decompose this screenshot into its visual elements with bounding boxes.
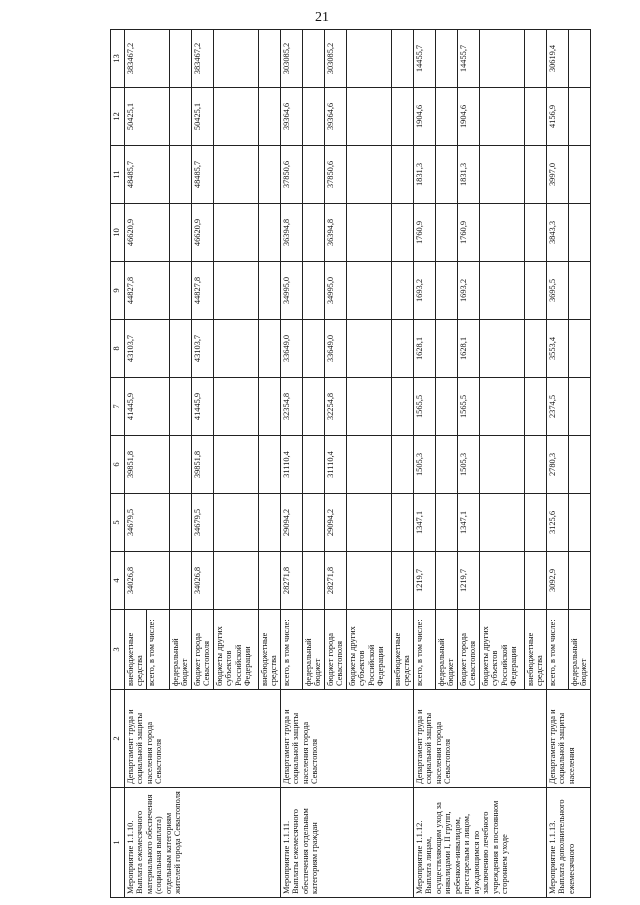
source-cell [347,610,392,690]
value-cell-col-13 [480,30,525,88]
source-label: федеральный бюджет [437,638,456,686]
value-cell-col-13 [170,30,192,88]
value-cell-col-7 [480,378,525,436]
value-cell-col-11 [347,146,392,204]
value-cell-col-12 [525,88,547,146]
value-cell-col-8: 1628,1 [414,320,436,378]
value-cell-col-6: 39851,8 [192,436,214,494]
value-cell-col-7 [214,378,259,436]
value-cell-col-7 [303,378,325,436]
value-cell-col-4: 28271,8 [281,552,303,610]
value-cell-col-9 [170,262,192,320]
value-cell-col-12: 4156,9 [547,88,569,146]
value-cell-col-5 [170,494,192,552]
value-cell-col-11: 48485,7 [192,146,214,204]
value-cell-col-5: 34679,5 [125,494,170,552]
value-cell-col-7 [170,378,192,436]
value-cell-col-13: 303085,2 [325,30,347,88]
value-cell-col-10 [303,204,325,262]
value-cell-col-7: 1565,5 [458,378,480,436]
value-cell-col-4 [303,552,325,610]
value-cell-col-9 [214,262,259,320]
value-cell-col-9: 44827,8 [125,262,170,320]
value-cell-col-10 [214,204,259,262]
executor-cell: Департамент труда и социальной защиты населения города Севастополя [414,690,547,788]
value-cell-col-11: 3997,0 [547,146,569,204]
value-cell-col-9 [347,262,392,320]
value-cell-col-9: 3695,5 [547,262,569,320]
source-label: бюджет города Севастополя [193,632,212,686]
header-cell-8: 8 [111,320,125,378]
value-cell-col-11 [569,146,591,204]
value-cell-col-6: 39851,8 [125,436,170,494]
value-cell-col-10 [480,204,525,262]
value-cell-col-4 [480,552,525,610]
value-cell-col-10 [170,204,192,262]
value-cell-col-11: 37850,6 [325,146,347,204]
value-cell-col-6 [525,436,547,494]
value-cell-col-9: 34995,0 [281,262,303,320]
value-cell-col-7 [347,378,392,436]
value-cell-col-5 [392,494,414,552]
source-label: внебюджетные средства [260,632,279,686]
value-cell-col-8 [569,320,591,378]
value-cell-col-11 [525,146,547,204]
value-cell-col-8: 1628,1 [458,320,480,378]
value-cell-col-11 [259,146,281,204]
value-cell-col-13 [525,30,547,88]
value-cell-col-13 [436,30,458,88]
value-cell-col-4 [214,552,259,610]
value-cell-col-13 [347,30,392,88]
value-cell-col-9: 1693,2 [458,262,480,320]
header-cell-2: 2 [111,690,125,788]
source-cell [125,610,170,690]
header-cell-3: 3 [111,610,125,690]
value-cell-col-5: 1347,1 [414,494,436,552]
value-cell-col-11: 48485,7 [125,146,170,204]
header-cell-12: 12 [111,88,125,146]
value-cell-col-4 [347,552,392,610]
value-cell-col-12: 39364,6 [325,88,347,146]
value-cell-col-10: 46620,9 [125,204,170,262]
value-cell-col-12: 39364,6 [281,88,303,146]
header-cell-1: 1 [111,788,125,898]
source-cell [414,610,436,690]
source-cell [547,610,569,690]
source-label: всего, в том числе: [282,619,291,686]
header-cell-13: 13 [111,30,125,88]
executor-cell: Департамент труда и социальной защиты населения города Севастополя [281,690,414,788]
source-cell [480,610,525,690]
value-cell-col-6 [259,436,281,494]
value-cell-col-12 [436,88,458,146]
value-cell-col-9 [569,262,591,320]
value-cell-col-6: 31110,4 [325,436,347,494]
value-cell-col-4: 1219,7 [458,552,480,610]
value-cell-col-6 [214,436,259,494]
lead-source-label: внебюджетные средства [126,632,145,686]
value-cell-col-9: 44827,8 [192,262,214,320]
budget-table [110,29,591,898]
value-cell-col-9: 34995,0 [325,262,347,320]
source-label: бюджеты других субъектов Российской Федерации [348,626,386,686]
value-cell-col-8 [480,320,525,378]
value-cell-col-7 [392,378,414,436]
measure-cell: Мероприятие 1.1.10. Выплата ежемесячного материального обеспечения (социальная выплата) отдельным категориям жителей города Севастополя [125,788,281,898]
value-cell-col-12 [392,88,414,146]
source-label: бюджеты других субъектов Российской Федерации [481,626,519,686]
value-cell-col-5 [525,494,547,552]
value-cell-col-12: 1904,6 [414,88,436,146]
value-cell-col-5 [480,494,525,552]
value-cell-col-9 [480,262,525,320]
value-cell-col-4 [170,552,192,610]
value-cell-col-7 [436,378,458,436]
table-row [281,30,303,898]
header-cell-5: 5 [111,494,125,552]
value-cell-col-9 [259,262,281,320]
value-cell-col-13 [392,30,414,88]
value-cell-col-7: 41445,9 [192,378,214,436]
value-cell-col-5 [569,494,591,552]
value-cell-col-10: 1760,9 [458,204,480,262]
value-cell-col-8 [170,320,192,378]
value-cell-col-5: 1347,1 [458,494,480,552]
value-cell-col-5: 34679,5 [192,494,214,552]
page-number: 21 [315,10,329,25]
value-cell-col-10: 1760,9 [414,204,436,262]
value-cell-col-10: 36394,8 [281,204,303,262]
source-label: всего, в том числе: [548,619,557,686]
source-cell [170,610,192,690]
value-cell-col-5: 3125,6 [547,494,569,552]
value-cell-col-12 [303,88,325,146]
value-cell-col-10 [259,204,281,262]
value-cell-col-8 [303,320,325,378]
value-cell-col-4 [259,552,281,610]
source-label: внебюджетные средства [526,632,545,686]
value-cell-col-4: 34026,8 [192,552,214,610]
value-cell-col-8: 43103,7 [192,320,214,378]
value-cell-col-12 [214,88,259,146]
value-cell-col-4: 34026,8 [125,552,170,610]
value-cell-col-5 [347,494,392,552]
value-cell-col-5 [214,494,259,552]
value-cell-col-5: 29094,2 [281,494,303,552]
value-cell-col-7: 32254,8 [325,378,347,436]
value-cell-col-12: 1904,6 [458,88,480,146]
value-cell-col-4 [525,552,547,610]
table-row [414,30,436,898]
value-cell-col-11 [392,146,414,204]
value-cell-col-13 [214,30,259,88]
source-label: федеральный бюджет [171,638,190,686]
value-cell-col-4: 1219,7 [414,552,436,610]
value-cell-col-10 [436,204,458,262]
source-label: бюджет города Севастополя [459,632,478,686]
source-label: бюджет города Севастополя [326,632,345,686]
value-cell-col-6 [480,436,525,494]
value-cell-col-5 [303,494,325,552]
source-cell [281,610,303,690]
header-cell-6: 6 [111,436,125,494]
value-cell-col-11: 1831,3 [414,146,436,204]
value-cell-col-10: 36394,8 [325,204,347,262]
value-cell-col-7 [259,378,281,436]
value-cell-col-11 [170,146,192,204]
table-row [125,30,170,898]
value-cell-col-6: 2780,3 [547,436,569,494]
source-label: федеральный бюджет [304,638,323,686]
measure-cell: Мероприятие 1.1.13. Выплата дополнительного ежемесячного [547,788,591,898]
header-cell-9: 9 [111,262,125,320]
value-cell-col-9 [392,262,414,320]
value-cell-col-10 [569,204,591,262]
value-cell-col-6 [303,436,325,494]
value-cell-col-10: 46620,9 [192,204,214,262]
value-cell-col-7 [525,378,547,436]
source-label: всего, в том числе: [146,610,156,689]
value-cell-col-8 [436,320,458,378]
value-cell-col-10: 3843,3 [547,204,569,262]
value-cell-col-7 [569,378,591,436]
source-label: внебюджетные средства [393,632,412,686]
value-cell-col-8 [259,320,281,378]
value-cell-col-6: 1505,3 [414,436,436,494]
value-cell-col-5 [436,494,458,552]
value-cell-col-12 [347,88,392,146]
source-cell [392,610,414,690]
value-cell-col-8: 3553,4 [547,320,569,378]
value-cell-col-12 [569,88,591,146]
value-cell-col-8 [525,320,547,378]
source-cell [214,610,259,690]
value-cell-col-6: 31110,4 [281,436,303,494]
table-row [547,30,569,898]
value-cell-col-13 [303,30,325,88]
value-cell-col-13: 14455,7 [414,30,436,88]
value-cell-col-6 [392,436,414,494]
value-cell-col-11 [303,146,325,204]
value-cell-col-13 [259,30,281,88]
value-cell-col-4: 28271,8 [325,552,347,610]
source-cell [525,610,547,690]
value-cell-col-6 [347,436,392,494]
value-cell-col-13: 30619,4 [547,30,569,88]
source-cell [569,610,591,690]
source-label: бюджеты других субъектов Российской Федерации [215,626,253,686]
header-cell-4: 4 [111,552,125,610]
value-cell-col-5: 29094,2 [325,494,347,552]
value-cell-col-4 [436,552,458,610]
header-cell-11: 11 [111,146,125,204]
value-cell-col-6 [436,436,458,494]
value-cell-col-13: 14455,7 [458,30,480,88]
value-cell-col-9 [436,262,458,320]
value-cell-col-8: 33649,0 [281,320,303,378]
measure-cell: Мероприятие 1.1.11. Выплаты ежемесячного обеспечения отдельным категориям граждан [281,788,414,898]
source-cell [325,610,347,690]
value-cell-col-12: 50425,1 [192,88,214,146]
value-cell-col-10 [347,204,392,262]
value-cell-col-11: 37850,6 [281,146,303,204]
value-cell-col-12 [480,88,525,146]
value-cell-col-11 [436,146,458,204]
executor-cell: Департамент труда и социальной защиты населения [547,690,591,788]
executor-cell: Департамент труда и социальной защиты населения города Севастополя [125,690,281,788]
table-body [111,30,591,898]
value-cell-col-6 [170,436,192,494]
value-cell-col-7: 41445,9 [125,378,170,436]
source-cell [436,610,458,690]
value-cell-col-4 [392,552,414,610]
value-cell-col-9: 1693,2 [414,262,436,320]
rotated-table-frame [110,42,620,898]
header-cell-10: 10 [111,204,125,262]
value-cell-col-11 [480,146,525,204]
value-cell-col-7: 1565,5 [414,378,436,436]
value-cell-col-10 [525,204,547,262]
value-cell-col-13: 383467,2 [192,30,214,88]
value-cell-col-11 [214,146,259,204]
header-cell-7: 7 [111,378,125,436]
source-cell [192,610,214,690]
value-cell-col-8: 33649,0 [325,320,347,378]
value-cell-col-6: 1505,3 [458,436,480,494]
value-cell-col-4: 3092,9 [547,552,569,610]
header-row [111,30,125,898]
value-cell-col-12 [170,88,192,146]
value-cell-col-7: 2374,5 [547,378,569,436]
value-cell-col-10 [392,204,414,262]
value-cell-col-4 [569,552,591,610]
source-cell [303,610,325,690]
value-cell-col-13 [569,30,591,88]
value-cell-col-11: 1831,3 [458,146,480,204]
measure-cell: Мероприятие 1.1.12. Выплата лицам, осуществляющим уход за инвалидами I, II групп, ребенком-инвалидом, престарелым и лицом, нуждающимся по заключению лечебного учреждения в постоянном стороннем уходе [414,788,547,898]
value-cell-col-6 [569,436,591,494]
source-cell [458,610,480,690]
value-cell-col-8 [347,320,392,378]
value-cell-col-9 [525,262,547,320]
value-cell-col-13: 303085,2 [281,30,303,88]
value-cell-col-8: 43103,7 [125,320,170,378]
value-cell-col-12 [259,88,281,146]
value-cell-col-7: 32354,8 [281,378,303,436]
value-cell-col-12: 50425,1 [125,88,170,146]
value-cell-col-8 [392,320,414,378]
source-label: всего, в том числе: [415,619,424,686]
value-cell-col-9 [303,262,325,320]
value-cell-col-5 [259,494,281,552]
source-label: федеральный бюджет [570,638,589,686]
value-cell-col-13: 383467,2 [125,30,170,88]
source-cell [259,610,281,690]
value-cell-col-8 [214,320,259,378]
